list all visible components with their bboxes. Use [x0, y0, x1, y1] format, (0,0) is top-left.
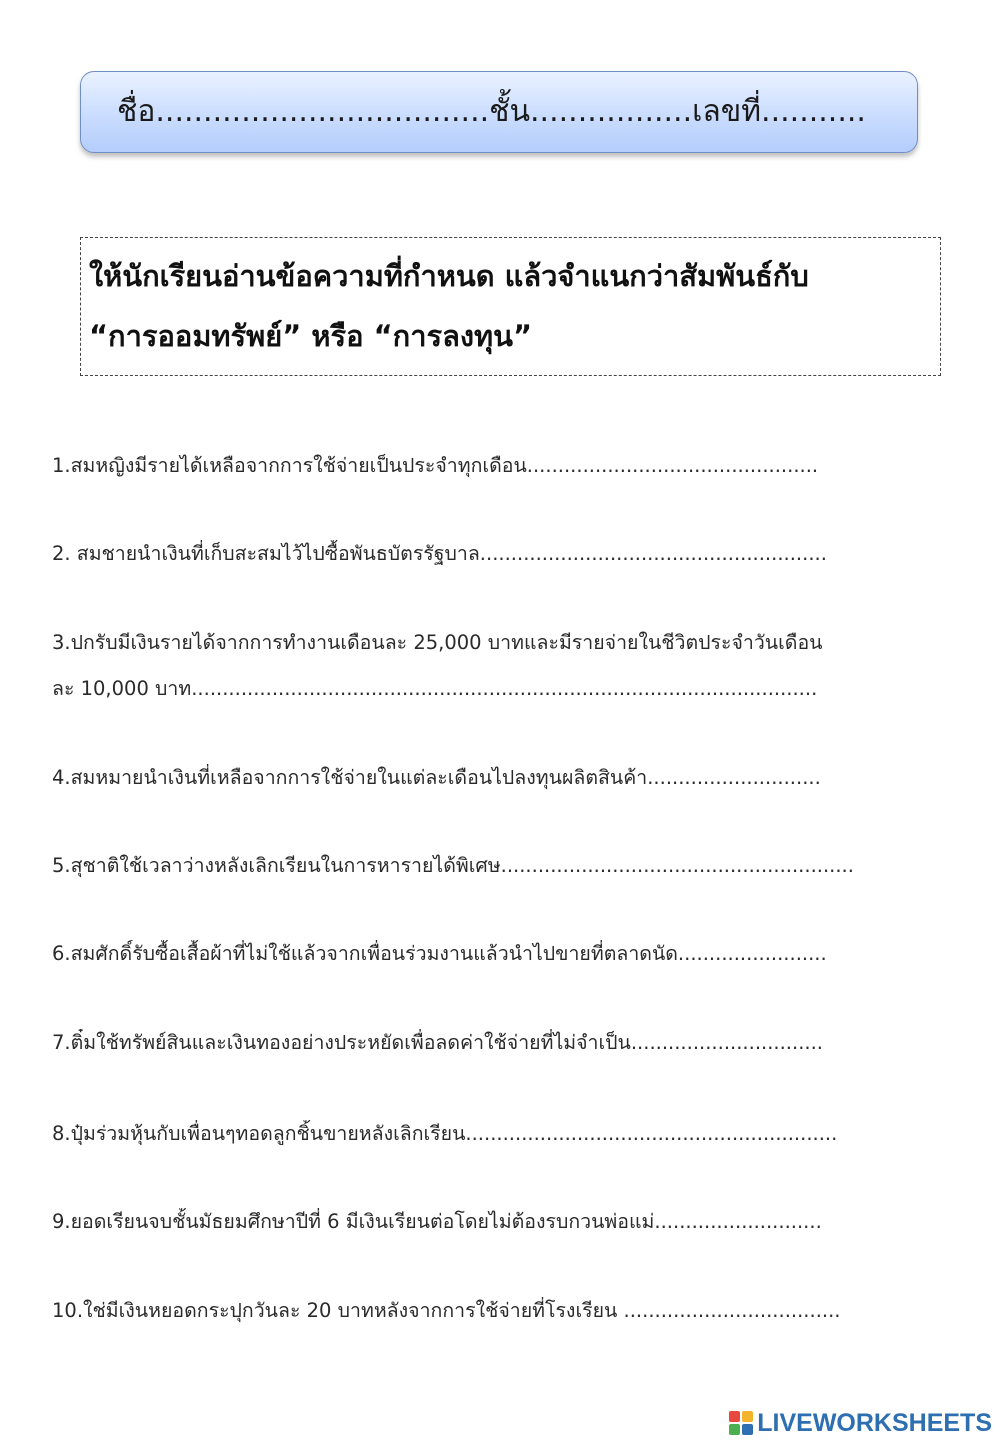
- logo-square-green: [729, 1424, 740, 1435]
- question-9-text: 9.ยอดเรียนจบชั้นมัธยมศึกษาปีที่ 6 มีเงินเรียนต่อโดยไม่ต้องรบกวนพ่อแม่...........................: [52, 1210, 822, 1233]
- question-2-text: 2. สมชายนำเงินที่เก็บสะสมไว้ไปซื้อพันธบัตรรัฐบาล........................................................: [52, 542, 827, 565]
- liveworksheets-logo-icon: [729, 1411, 753, 1435]
- instruction-line-1: ให้นักเรียนอ่านข้อความที่กำหนด แล้วจำแนกว่าสัมพันธ์กับ: [89, 259, 809, 293]
- question-1-text: 1.สมหญิงมีรายได้เหลือจากการใช้จ่ายเป็นประจำทุกเดือน...............................................: [52, 454, 819, 477]
- question-3-text-line-1: 3.ปกรับมีเงินรายได้จากการทำงานเดือนละ 25,000 บาทและมีรายจ่ายในชีวิตประจำวันเดือน: [52, 631, 823, 654]
- student-info-box: [80, 71, 918, 153]
- question-3-text-line-2: ละ 10,000 บาท.....................................................................................................: [52, 677, 818, 700]
- question-7: [52, 1029, 972, 1057]
- question-4-text: 4.สมหมายนำเงินที่เหลือจากการใช้จ่ายในแต่ละเดือนไปลงทุนผลิตสินค้า............................: [52, 766, 821, 789]
- instruction-box: [80, 237, 941, 376]
- logo-square-yellow: [742, 1411, 753, 1422]
- question-3: [52, 629, 972, 703]
- question-8-text: 8.ปุ๋มร่วมหุ้นกับเพื่อนๆทอดลูกชิ้นขายหลังเลิกเรียน............................................................: [52, 1122, 838, 1145]
- question-2: [52, 540, 972, 568]
- question-8: [52, 1120, 972, 1148]
- logo-text: LIVEWORKSHEETS: [757, 1408, 992, 1437]
- question-4: [52, 764, 972, 792]
- question-1: [52, 452, 972, 480]
- question-6: [52, 940, 972, 968]
- logo-square-blue: [742, 1424, 753, 1435]
- logo-square-red: [729, 1411, 740, 1422]
- question-7-text: 7.ติ๋มใช้ทรัพย์สินและเงินทองอย่างประหยัดเพื่อลดค่าใช้จ่ายที่ไม่จำเป็น...............................: [52, 1031, 824, 1054]
- question-5-text: 5.สุชาติใช้เวลาว่างหลังเลิกเรียนในการหารายได้พิเศษ.........................................................: [52, 854, 854, 877]
- instruction-line-2: “การออมทรัพย์” หรือ “การลงทุน”: [89, 319, 533, 353]
- student-info-fields: ชื่อ...................................ชั้น.................เลขที่...........: [117, 94, 866, 129]
- question-6-text: 6.สมศักดิ์รับซื้อเสื้อผ้าที่ไม่ใช้แล้วจากเพื่อนร่วมงานแล้วนำไปขายที่ตลาดนัด........................: [52, 942, 827, 965]
- question-9: [52, 1208, 972, 1236]
- question-10: [52, 1297, 972, 1325]
- question-10-text: 10.ใช่มีเงินหยอดกระปุกวันละ 20 บาทหลังจากการใช้จ่ายที่โรงเรียน ...................................: [52, 1299, 841, 1322]
- liveworksheets-logo: [729, 1408, 992, 1438]
- question-5: [52, 852, 972, 880]
